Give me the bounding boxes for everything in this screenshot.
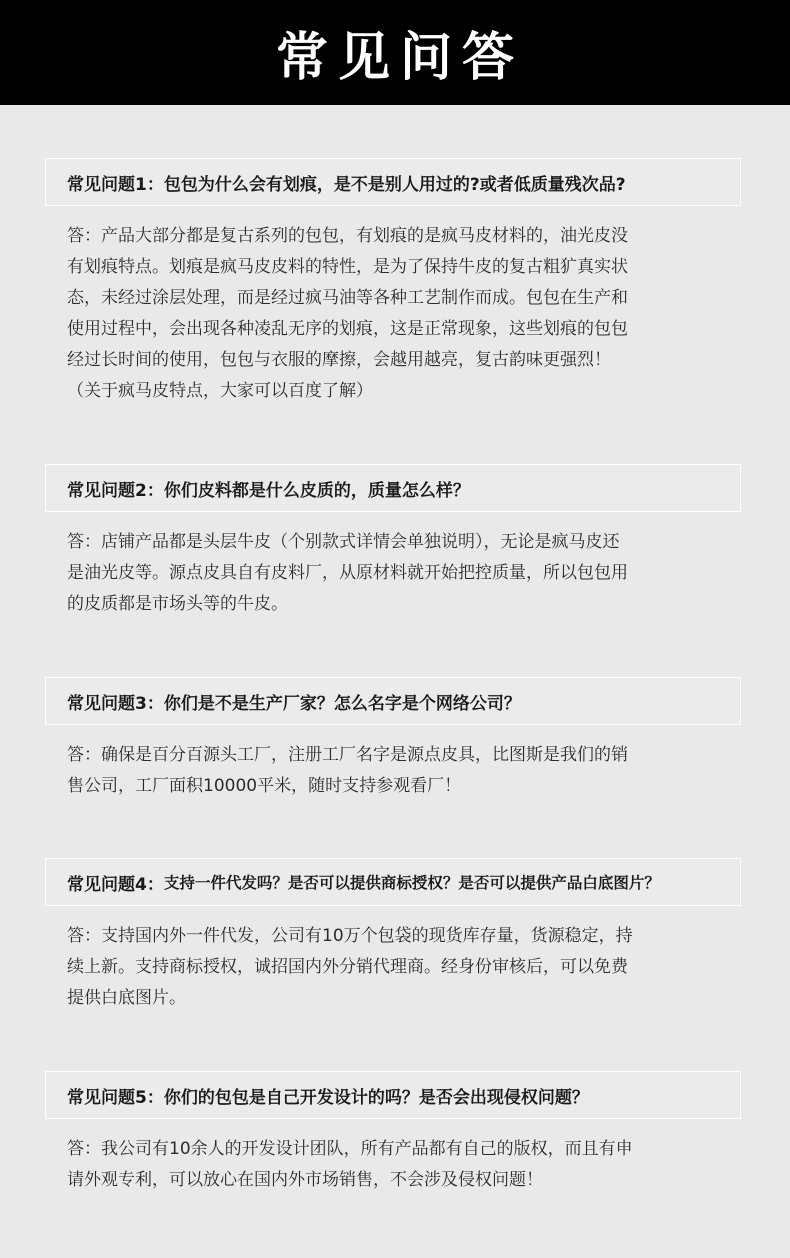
answer-line: 有划痕特点。划痕是疯马皮皮料的特性，是为了保持牛皮的复古粗犷真实状 — [67, 257, 628, 277]
faq-question-3 — [45, 677, 741, 725]
answer-line: 答：我公司有10余人的开发设计团队，所有产品都有自己的版权，而且有申 — [67, 1139, 633, 1159]
faq-answer-5 — [67, 1134, 727, 1196]
answer-line: 答：支持国内外一件代发，公司有10万个包袋的现货库存量，货源稳定，持 — [67, 926, 633, 946]
answer-line: 售公司，工厂面积10000平米，随时支持参观看厂！ — [67, 776, 462, 796]
answer-line: 态，未经过涂层处理，而是经过疯马油等各种工艺制作而成。包包在生产和 — [67, 288, 628, 308]
faq-question-1 — [45, 158, 741, 206]
question-text: 常见问题2：你们皮料都是什么皮质的，质量怎么样？ — [67, 480, 470, 501]
faq-question-5 — [45, 1071, 741, 1119]
question-text: 支持一件代发吗？是否可以提供商标授权？是否可以提供产品白底图片？ — [163, 874, 660, 892]
answer-line: 答：产品大部分都是复古系列的包包，有划痕的是疯马皮材料的，油光皮没 — [67, 226, 628, 246]
faq-question-4 — [45, 858, 741, 906]
question-text: 常见问题5：你们的包包是自己开发设计的吗？是否会出现侵权问题？ — [67, 1087, 589, 1108]
faq-answer-1 — [67, 221, 727, 407]
faq-answer-2 — [67, 527, 727, 620]
question-text: 常见问题1：包包为什么会有划痕，是不是别人用过的?或者低质量残次品? — [67, 174, 626, 195]
answer-line: 经过长时间的使用，包包与衣服的摩擦，会越用越亮，复古韵味更强烈！ — [67, 350, 611, 370]
faq-answer-3 — [67, 740, 727, 802]
answer-line: 续上新。支持商标授权，诚招国内外分销代理商。经身份审核后，可以免费 — [67, 957, 628, 977]
answer-line: 答：确保是百分百源头工厂，注册工厂名字是源点皮具，比图斯是我们的销 — [67, 745, 628, 765]
question-label: 常见问题4： — [67, 874, 164, 895]
answer-line: 答：店铺产品都是头层牛皮（个别款式详情会单独说明），无论是疯马皮还 — [67, 532, 620, 552]
answer-line: 请外观专利，可以放心在国内外市场销售，不会涉及侵权问题！ — [67, 1170, 543, 1190]
question-text: 常见问题3：你们是不是生产厂家？怎么名字是个网络公司？ — [67, 693, 521, 714]
answer-line: （关于疯马皮特点，大家可以百度了解） — [67, 381, 373, 401]
answer-line: 使用过程中，会出现各种凌乱无序的划痕，这是正常现象，这些划痕的包包 — [67, 319, 628, 339]
page-header — [0, 0, 790, 105]
answer-line: 是油光皮等。源点皮具自有皮料厂，从原材料就开始把控质量，所以包包用 — [67, 563, 628, 583]
answer-line: 提供白底图片。 — [67, 988, 186, 1008]
page-title: 常见问答 — [275, 27, 524, 88]
faq-question-2 — [45, 464, 741, 512]
answer-line: 的皮质都是市场头等的牛皮。 — [67, 594, 288, 614]
faq-answer-4 — [67, 921, 727, 1014]
